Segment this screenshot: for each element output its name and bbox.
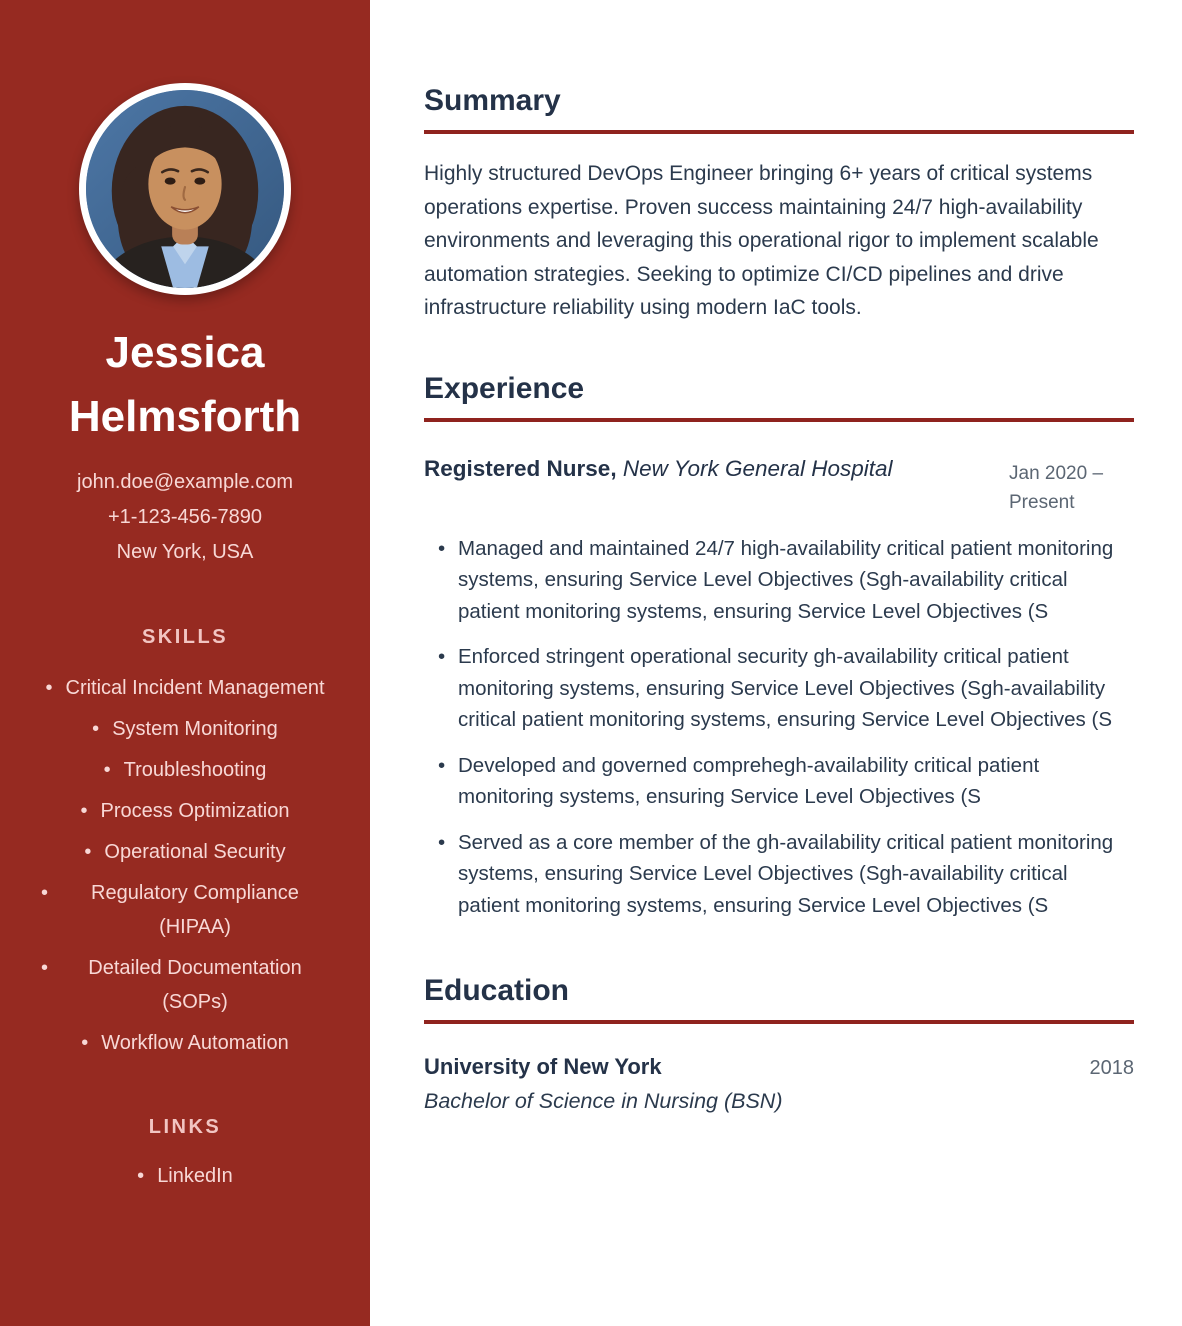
job-bullets [424,533,1134,922]
avatar [86,90,284,288]
summary-heading: Summary [424,83,1134,134]
contact-location: New York, USA [116,541,254,563]
graduation-year: 2018 [1089,1057,1134,1079]
education-section [424,973,1134,1118]
job-role: Registered Nurse, [424,455,617,481]
job-title [424,450,893,488]
education-entry [424,1050,1134,1084]
skill-item: • Operational Security [20,835,350,869]
main-column [370,0,1182,1326]
sidebar [0,0,370,1326]
experience-section [424,371,1134,922]
skills-list [20,671,350,1060]
school-name: University of New York [424,1054,662,1079]
experience-heading: Experience [424,371,1134,422]
contact-phone: +1-123-456-7890 [107,506,262,528]
job-header [424,450,1134,517]
skills-heading: SKILLS [141,626,229,648]
job-bullet: • Managed and maintained 24/7 high-availability critical patient monitoring systems, ensuring Service Level Objectives (Sgh-availability critical patient monitoring systems, ensuring Service Level Objectives (S [424,533,1134,628]
links-heading: LINKS [148,1116,222,1138]
job-dates: Jan 2020 – Present [1009,462,1104,513]
skill-item: • System Monitoring [20,712,350,746]
job-company: New York General Hospital [622,455,893,481]
skill-item: • Critical Incident Management [20,671,350,705]
contact-block [0,465,370,570]
candidate-name: Jessica Helmsforth [68,328,302,441]
summary-text: Highly structured DevOps Engineer bringing 6+ years of critical systems operations expertise. Proven success maintaining 24/7 high-availability environments and leveraging this operational rigor to implement scalable automation strategies. Seeking to optimize CI/CD pipelines and drive infrastructure reliability using modern IaC tools. [424,162,1099,319]
degree: Bachelor of Science in Nursing (BSN) [424,1089,783,1113]
summary-section [424,83,1134,325]
skill-item: • Detailed Documentation (SOPs) [20,951,350,1019]
links-list [20,1159,350,1193]
profile-photo [79,83,291,295]
job-bullet: • Enforced stringent operational security gh-availability critical patient monitoring systems, ensuring Service Level Objectives (Sgh-availability critical patient monitoring systems, ensuring Service Level Objectives (S [424,641,1134,736]
link-item-linkedin[interactable]: • LinkedIn [20,1159,350,1193]
contact-email: john.doe@example.com [77,471,293,493]
skill-item: • Process Optimization [20,794,350,828]
job-bullet: • Developed and governed comprehegh-availability critical patient monitoring systems, ensuring Service Level Objectives (S [424,750,1134,813]
job-bullet: • Served as a core member of the gh-availability critical patient monitoring systems, ensuring Service Level Objectives (Sgh-availability critical patient monitoring systems, ensuring Service Level Objectives (S [424,827,1134,922]
education-heading: Education [424,973,1134,1024]
skill-item: • Regulatory Compliance (HIPAA) [20,876,350,944]
skill-item: • Workflow Automation [20,1026,350,1060]
skill-item: • Troubleshooting [20,753,350,787]
